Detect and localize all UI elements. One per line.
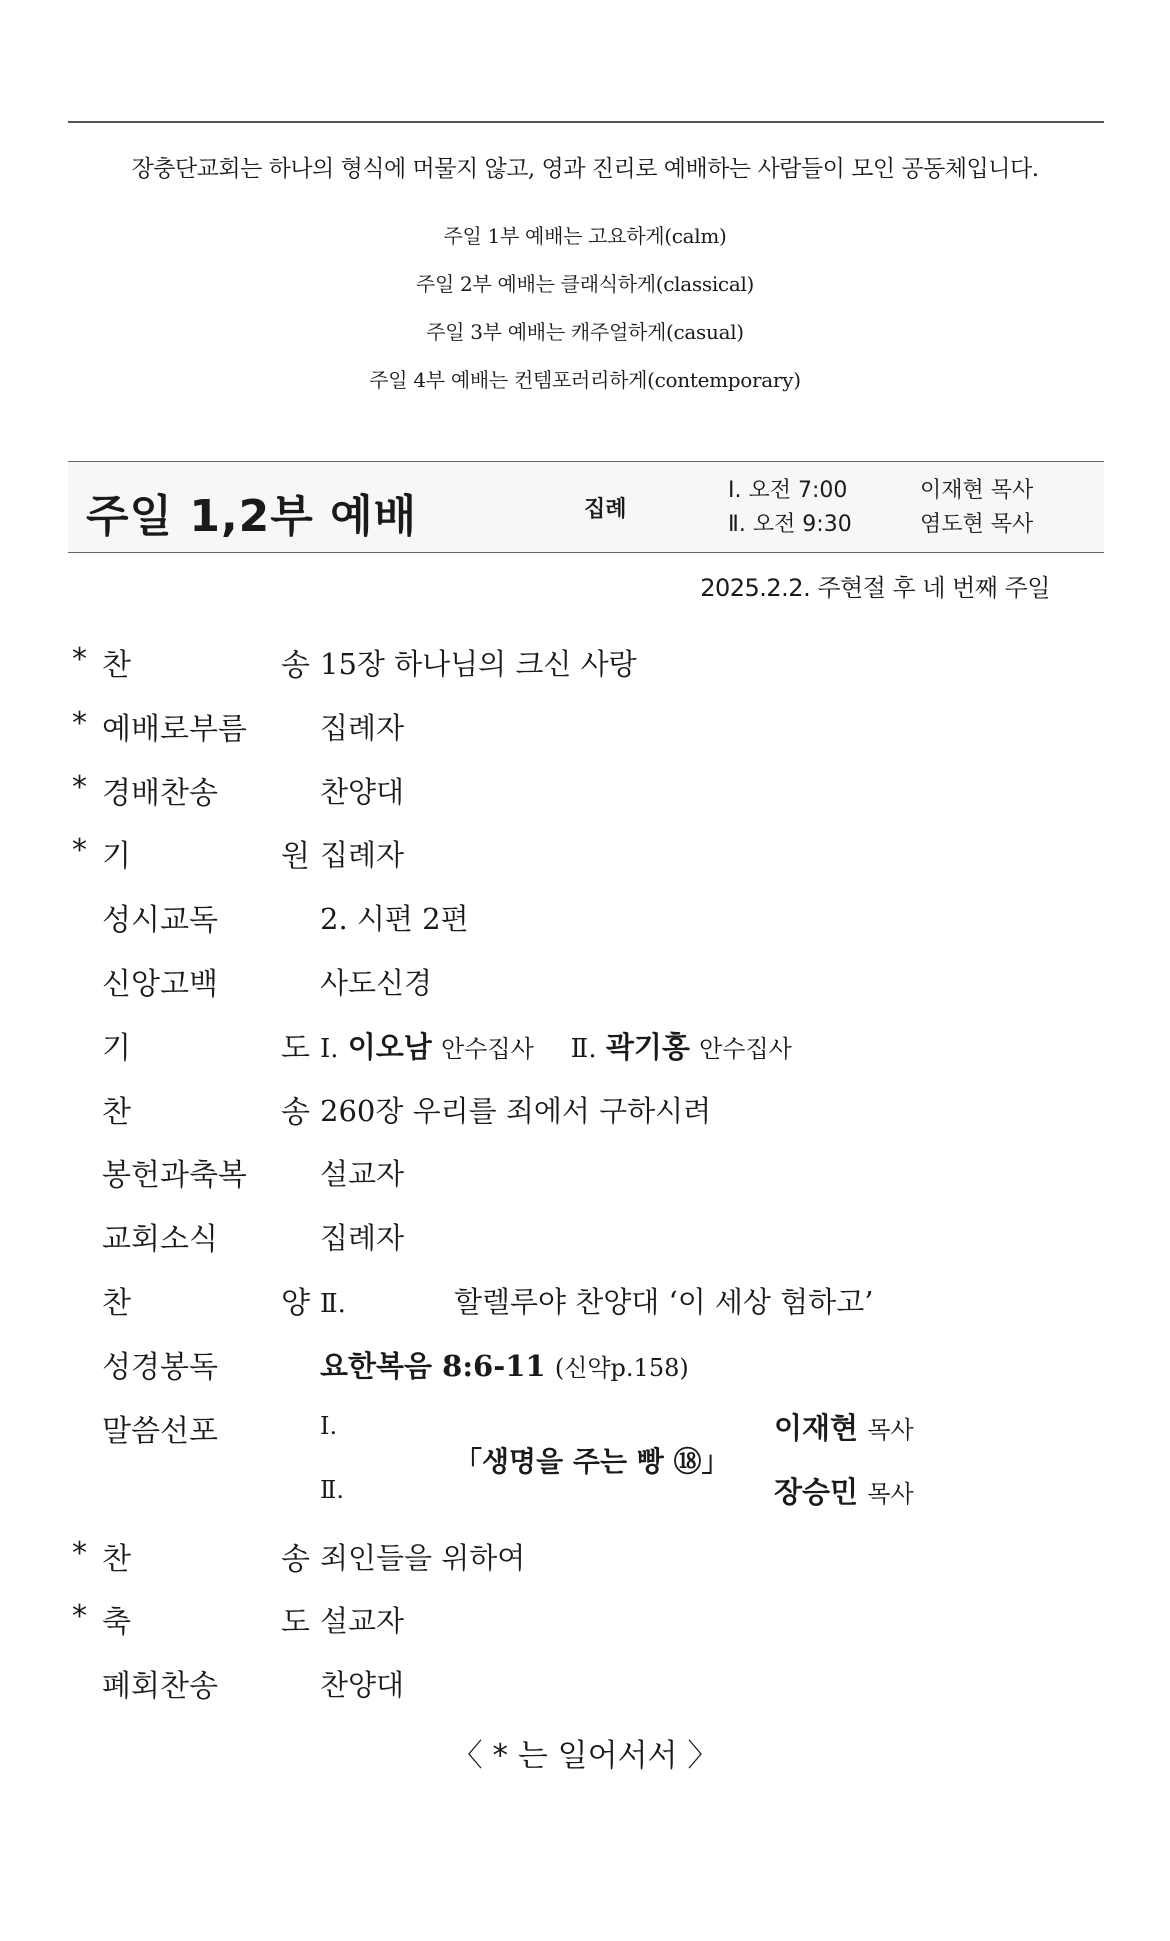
item-label [102,1023,310,1067]
order-item-hymn-2 [72,1077,1072,1141]
order-item-creed [72,949,1072,1013]
order-item-benediction [72,1587,1072,1651]
prayer-title-1: 안수집사 [441,1034,534,1063]
order-item-closing-hymn [72,1651,1072,1715]
item-value [320,1025,792,1066]
standing-mark: * [72,1599,87,1635]
order-item-praise [72,758,1072,822]
service-time-row [728,508,1033,542]
item-value: 죄인들을 위하여 [320,1540,526,1575]
standing-mark: * [72,705,87,741]
item-label: 폐회찬송 [102,1669,218,1705]
item-value: 15장 하나님의 크신 사랑 [320,647,637,681]
item-label [102,831,310,875]
prayer-name-2: 곽기홍 [605,1029,690,1064]
order-item-call-to-worship [72,694,1072,758]
label-part: 축 [102,1605,131,1641]
item-label: 경배찬송 [102,775,218,811]
item-label [102,1597,310,1641]
item-value: 집례자 [320,1221,405,1256]
label-part: 양 [281,1285,310,1321]
prayer-title-2: 안수집사 [699,1034,792,1063]
service-styles-list [0,212,1170,404]
style-item-4: 주일 4부 예배는 컨템포러리하게(contemporary) [369,368,801,392]
scripture-page: (신약p.158) [554,1353,689,1382]
order-item-church-news [72,1204,1072,1268]
standing-mark: * [72,1535,87,1571]
item-label: 성경봉독 [102,1349,218,1385]
item-label [102,1534,310,1578]
item-label: 교회소식 [102,1222,218,1258]
roman-numeral: Ⅱ. [570,1033,597,1064]
item-label: 말씀선포 [102,1413,218,1449]
prayer-name-1: 이오남 [347,1029,432,1064]
anthem-title: 할렐루야 찬양대 ‘이 세상 험하고’ [453,1284,874,1319]
item-value: 설교자 [320,1157,405,1192]
service-date: 2025.2.2. 주현절 후 네 번째 주일 [700,574,1050,602]
leader-label: 집례 [584,497,627,522]
order-item-hymn-3 [72,1524,1072,1588]
service-time: Ⅱ. 오전 9:30 [728,512,852,537]
standing-note: 〈 * 는 일어서서 〉 [451,1738,719,1774]
standing-mark: * [72,833,87,869]
order-item-sermon [72,1396,1072,1524]
style-item-2: 주일 2부 예배는 클래식하게(classical) [415,272,755,296]
item-value [320,1280,873,1321]
service-time: Ⅰ. 오전 7:00 [728,478,848,503]
item-value: 260장 우리를 죄에서 구하시려 [320,1093,712,1128]
item-value [320,1344,689,1385]
label-part: 찬 [102,1094,131,1130]
order-item-invocation [72,821,1072,885]
roman-numeral: Ⅱ. [320,1475,344,1504]
preacher-1 [774,1406,914,1447]
item-value: 설교자 [320,1604,405,1639]
preacher-name: 이재현 [774,1410,859,1445]
service-times [728,474,1033,542]
item-value: 집례자 [320,838,405,873]
order-of-worship [72,630,1072,1715]
service-header [68,461,1104,553]
preacher-role: 목사 [867,1479,914,1508]
item-value: 찬양대 [320,774,405,809]
sermon-title: 「생명을 주는 빵 ⑱」 [454,1444,730,1478]
label-part: 찬 [102,1541,131,1577]
style-item-1: 주일 1부 예배는 고요하게(calm) [443,224,727,248]
church-statement: 장충단교회는 하나의 형식에 머물지 않고, 영과 진리로 예배하는 사람들이 모인 공동체입니다. [131,156,1039,182]
style-item-3: 주일 3부 예배는 캐주얼하게(casual) [426,320,744,344]
item-label [102,1278,310,1322]
service-pastor: 염도현 목사 [920,512,1034,537]
label-part: 송 [281,648,310,683]
order-item-responsive-reading [72,885,1072,949]
item-label: 신앙고백 [102,966,218,1002]
order-item-offering [72,1140,1072,1204]
item-value: 2. 시편 2편 [320,902,469,937]
roman-numeral: Ⅰ. [320,1411,338,1440]
label-part: 송 [281,1094,310,1130]
service-pastor: 이재현 목사 [920,478,1034,503]
service-title: 주일 1,2부 예배 [86,491,418,542]
roman-numeral: Ⅱ. [320,1288,346,1319]
item-label: 성시교독 [102,903,218,939]
scripture-reference: 요한복음 8:6-11 [320,1348,546,1383]
item-label: 봉헌과축복 [102,1158,247,1194]
item-value: 찬양대 [320,1668,405,1703]
label-part: 기 [102,839,131,875]
label-part: 원 [281,839,310,875]
label-part: 찬 [102,648,131,683]
item-label: 예배로부름 [102,711,247,747]
standing-mark: * [72,642,87,677]
order-item-prayer [72,1013,1072,1077]
label-part: 기 [102,1030,131,1066]
label-part: 도 [281,1030,310,1066]
label-part: 송 [281,1541,310,1577]
item-label [102,1087,310,1131]
preacher-role: 목사 [867,1415,914,1444]
preacher-2 [774,1470,914,1511]
label-part: 찬 [102,1285,131,1321]
order-item-scripture [72,1332,1072,1396]
service-time-row [728,474,1033,508]
order-item-anthem [72,1268,1072,1332]
item-value: 사도신경 [320,965,433,1000]
item-value: 집례자 [320,710,405,745]
preacher-name: 장승민 [774,1474,859,1509]
standing-mark: * [72,769,87,805]
label-part: 도 [281,1605,310,1641]
roman-numeral: Ⅰ. [320,1033,339,1064]
top-divider [68,121,1104,123]
order-item-hymn-1 [72,630,1072,694]
item-label [102,640,310,684]
